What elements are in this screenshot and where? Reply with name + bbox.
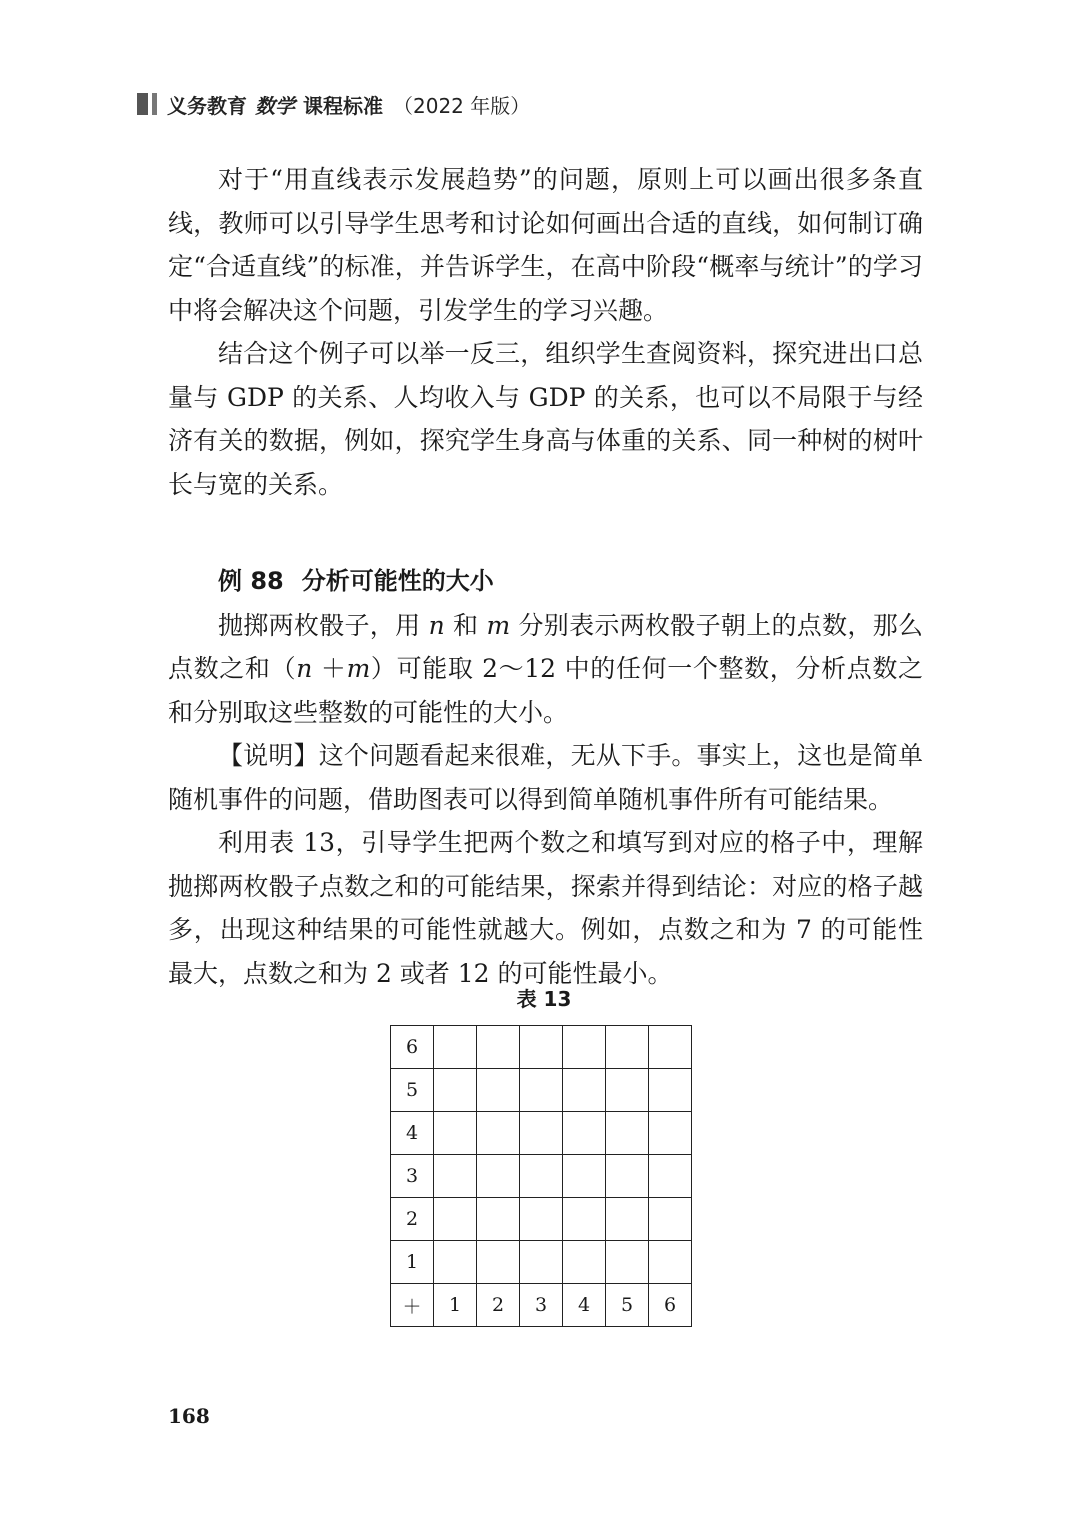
table-cell [520, 1112, 563, 1155]
table-cell [649, 1026, 692, 1069]
table-cell [563, 1112, 606, 1155]
example-title: 分析可能性的大小 [301, 567, 494, 595]
variable-m: m [486, 610, 511, 640]
table-row [391, 1198, 692, 1241]
table-cell [434, 1112, 477, 1155]
table-cell [649, 1155, 692, 1198]
variable-n: n [296, 654, 313, 683]
column-label: 3 [520, 1284, 563, 1327]
table-cell [520, 1241, 563, 1284]
text-run: 抛掷两枚骰子，用 [218, 610, 429, 640]
example-paragraph-2: 【说明】这个问题看起来很难，无从下手。事实上，这也是简单随机事件的问题，借助图表可以得到简单随机事件所有可能结果。 [168, 741, 923, 814]
variable-m: m [346, 654, 371, 683]
table-row [391, 1112, 692, 1155]
table-cell [477, 1069, 520, 1112]
table-row [391, 1026, 692, 1069]
text-run: ）可能取 2～12 中的任何一个整数，分析点数之和分别取这些整数的可能性的大小。 [168, 654, 923, 727]
table-cell [434, 1026, 477, 1069]
example-heading [168, 560, 923, 604]
table-row [391, 1069, 692, 1112]
table-cell [563, 1026, 606, 1069]
table-cell [434, 1198, 477, 1241]
running-header [137, 90, 530, 118]
row-label: 3 [391, 1155, 434, 1198]
table-cell [563, 1155, 606, 1198]
table-cell [434, 1069, 477, 1112]
variable-n: n [428, 610, 445, 640]
table-row [391, 1241, 692, 1284]
table-cell [606, 1241, 649, 1284]
column-label: 2 [477, 1284, 520, 1327]
corner-cell: ＋ [391, 1284, 434, 1327]
header-title-a: 义务教育 [167, 93, 247, 118]
table-cell [563, 1069, 606, 1112]
header-title-math: 数学 [255, 93, 295, 118]
table-cell [477, 1155, 520, 1198]
example-paragraph-1 [168, 604, 923, 735]
text-run: ＋ [312, 654, 347, 683]
table-cell [520, 1026, 563, 1069]
text-run: 和 [444, 610, 487, 640]
header-title-b: 课程标准 [303, 93, 383, 118]
table-cell [477, 1112, 520, 1155]
table-cell [563, 1198, 606, 1241]
paragraph-1: 对于“用直线表示发展趋势”的问题，原则上可以画出很多条直线，教师可以引导学生思考和讨论如何画出合适的直线，如何制订确定“合适直线”的标准，并告诉学生，在高中阶段“概率与统计”的学习中将会解决这个问题，引发学生的学习兴趣。 [168, 165, 923, 325]
text-run: 分别表示两枚骰子朝上的点数，那么点数之和（ [168, 610, 923, 683]
header-bar-icon [137, 93, 148, 115]
table-cell [606, 1198, 649, 1241]
paragraph-2: 结合这个例子可以举一反三，组织学生查阅资料，探究进出口总量与 GDP 的关系、人均收入与 GDP 的关系，也可以不局限于与经济有关的数据，例如，探究学生身高与体重的关系、同一种树的树叶长与宽的关系。 [168, 339, 923, 499]
row-label: 2 [391, 1198, 434, 1241]
table-row [391, 1155, 692, 1198]
table-cell [649, 1069, 692, 1112]
table-cell [649, 1198, 692, 1241]
column-label: 5 [606, 1284, 649, 1327]
table-cell [606, 1069, 649, 1112]
sum-table [390, 1025, 692, 1327]
header-edition: （2022 年版） [393, 93, 531, 118]
table-cell [477, 1026, 520, 1069]
row-label: 6 [391, 1026, 434, 1069]
table-cell [477, 1198, 520, 1241]
example-number: 例 88 [218, 567, 284, 595]
column-label: 4 [563, 1284, 606, 1327]
table-cell [606, 1026, 649, 1069]
table-caption: 表 13 [516, 987, 572, 1011]
table-cell [649, 1112, 692, 1155]
column-label: 6 [649, 1284, 692, 1327]
page-number: 168 [168, 1404, 210, 1428]
table-cell [649, 1241, 692, 1284]
row-label: 5 [391, 1069, 434, 1112]
table-cell [520, 1198, 563, 1241]
table-cell [606, 1112, 649, 1155]
row-label: 1 [391, 1241, 434, 1284]
table-cell [434, 1155, 477, 1198]
table-cell [477, 1241, 520, 1284]
table-cell [606, 1155, 649, 1198]
row-label: 4 [391, 1112, 434, 1155]
page-body [168, 158, 923, 995]
table-cell [434, 1241, 477, 1284]
column-label: 1 [434, 1284, 477, 1327]
example-paragraph-3: 利用表 13，引导学生把两个数之和填写到对应的格子中，理解抛掷两枚骰子点数之和的可能结果，探索并得到结论：对应的格子越多，出现这种结果的可能性就越大。例如，点数之和为 7 的可能性最大，点数之和为 2 或者 12 的可能性最小。 [168, 828, 923, 988]
header-bar-icon [152, 93, 157, 115]
table-row [391, 1284, 692, 1327]
table-cell [563, 1241, 606, 1284]
table-cell [520, 1069, 563, 1112]
table-cell [520, 1155, 563, 1198]
